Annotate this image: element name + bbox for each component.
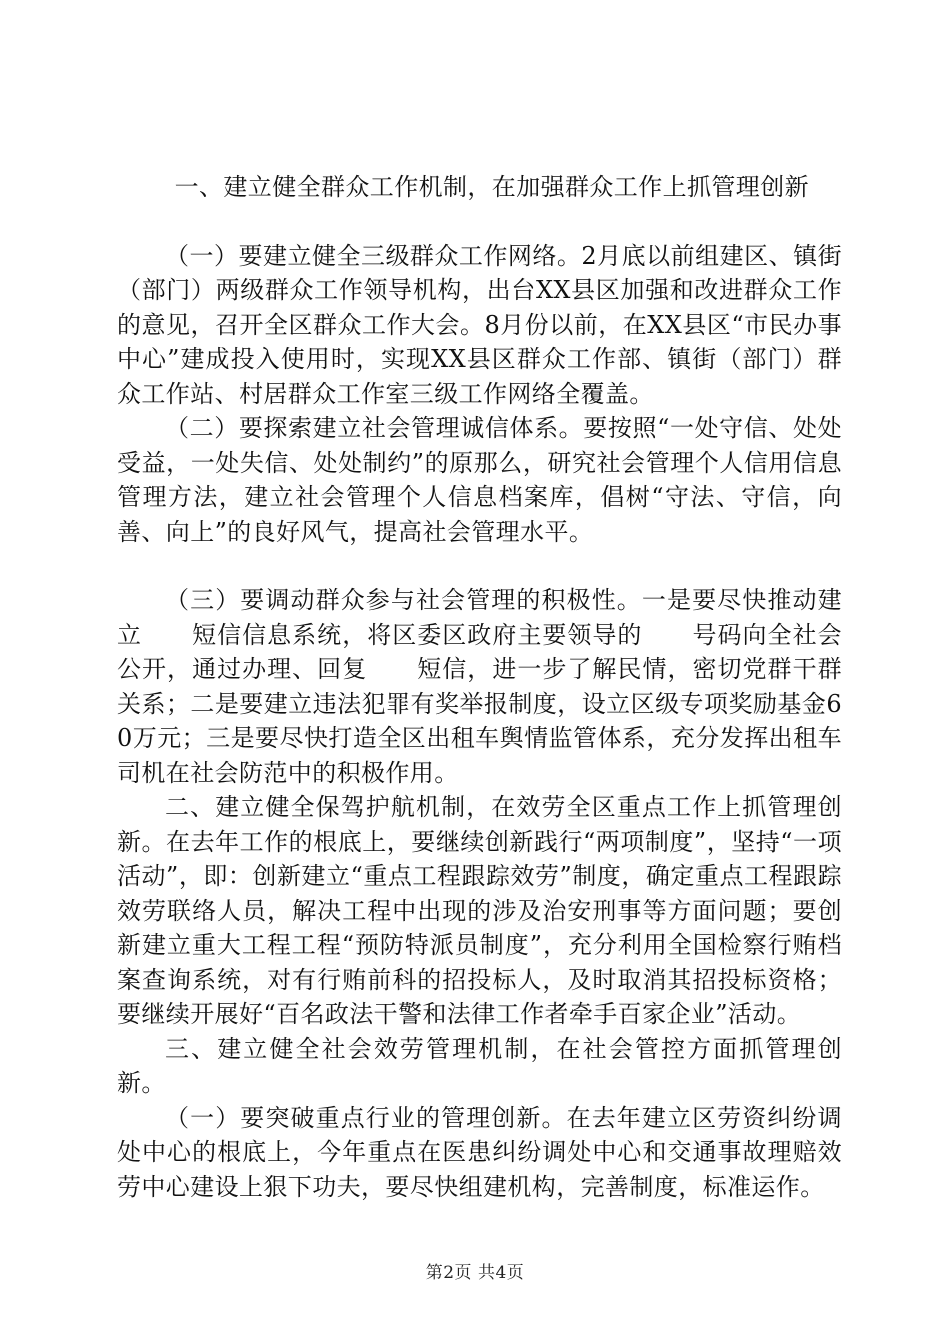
section-heading-3: 三、建立健全社会效劳管理机制，在社会管控方面抓管理创新。 bbox=[117, 1034, 842, 1097]
document-body bbox=[117, 170, 842, 1204]
paragraph-3-1: （一）要突破重点行业的管理创新。在去年建立区劳资纠纷调处中心的根底上，今年重点在医患纠纷调处中心和交通事故理赔效劳中心建设上狠下功夫，要尽快组建机构，完善制度，标准运作。 bbox=[117, 1103, 842, 1201]
paragraph-1-2: （二）要探索建立社会管理诚信体系。要按照“一处守信、处处受益，一处失信、处处制约”的原那么，研究社会管理个人信用信息管理方法，建立社会管理个人信息档案库，倡树“守法、守信，向善、向上”的良好风气，提高社会管理水平。 bbox=[117, 414, 842, 546]
paragraph-1-1: （一）要建立健全三级群众工作网络。2月底以前组建区、镇街（部门）两级群众工作领导机构，出台XX县区加强和改进群众工作的意见，召开全区群众工作大会。8月份以前，在XX县区“市民办事中心”建成投入使用时，实现XX县区群众工作部、镇街（部门）群众工作站、村居群众工作室三级工作网络全覆盖。 bbox=[117, 241, 842, 408]
section-paragraph-2: 二、建立健全保驾护航机制，在效劳全区重点工作上抓管理创新。在去年工作的根底上，要继续创新践行“两项制度”，坚持“一项活动”，即：创新建立“重点工程跟踪效劳”制度，确定重点工程跟踪效劳联络人员，解决工程中出现的涉及治安刑事等方面问题；要创新建立重大工程工程“预防特派员制度”，充分利用全国检察行贿档案查询系统，对有行贿前科的招投标人，及时取消其招投标资格；要继续开展好“百名政法干警和法律工作者牵手百家企业”活动。 bbox=[117, 793, 842, 1028]
section-heading-1: 一、建立健全群众工作机制，在加强群众工作上抓管理创新 bbox=[174, 173, 809, 201]
paragraph-1-3: （三）要调动群众参与社会管理的积极性。一是要尽快推动建立 短信信息系统，将区委区政府主要领导的 号码向全社会公开，通过办理、回复 短信，进一步了解民情，密切党群干群关系；二是要建立违法犯罪有奖举报制度，设立区级专项奖励基金60万元；三是要尽快打造全区出租车舆情监管体系，充分发挥出租车司机在社会防范中的积极作用。 bbox=[117, 586, 842, 787]
page-number-footer: 第2页 共4页 bbox=[425, 1263, 525, 1283]
